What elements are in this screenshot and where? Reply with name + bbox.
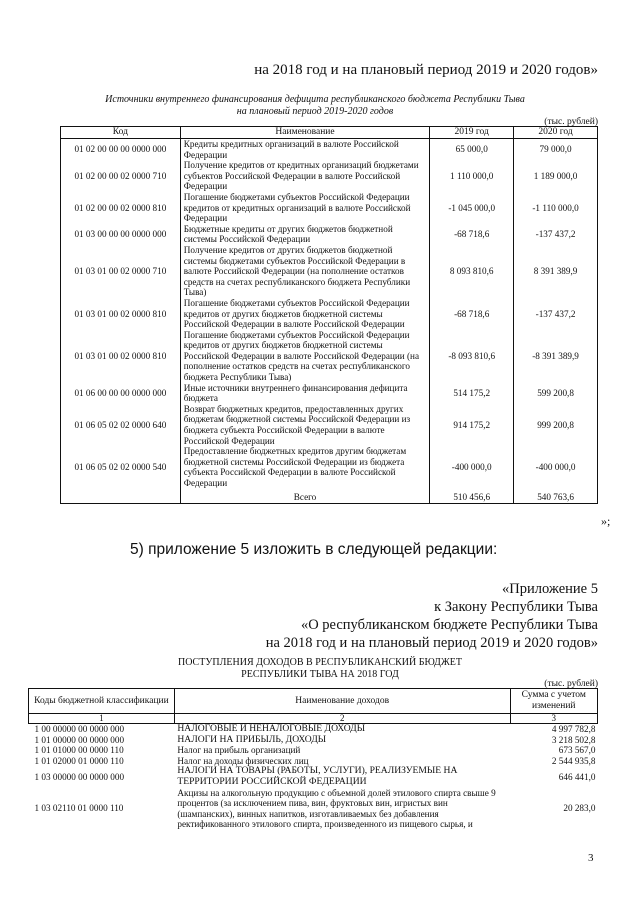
table-row xyxy=(61,192,598,224)
table-row xyxy=(61,139,598,161)
row-name: Налог на доходы физических лиц xyxy=(177,755,309,766)
row-value-2019: 914 175,2 xyxy=(430,404,514,446)
table2-header-name: Наименование доходов xyxy=(174,689,510,714)
table-row xyxy=(29,766,598,787)
table1-header-name: Наименование xyxy=(180,127,430,139)
table-row xyxy=(61,330,598,383)
row-value: 20 283,0 xyxy=(563,803,596,814)
colnum-2: 2 xyxy=(174,714,510,724)
table2-header-row xyxy=(29,689,598,714)
row-value-2020: 79 000,0 xyxy=(514,139,598,161)
row-name: Погашение бюджетами субъектов Российской Федерации кредитов от других бюджетов бюджетной системы Российской Федерации в валюте Российской Федерации (на пополнение остатков средств на счетах республиканского бюджета Республики Тыва) xyxy=(180,330,430,383)
row-code: 1 03 00000 00 0000 000 xyxy=(34,771,125,782)
table1-title-line2: на плановый период 2019-2020 годов xyxy=(236,106,394,117)
row-name: Получение кредитов от других бюджетов бюджетной системы бюджетами субъектов Российской Федерации в валюте Российской Федерации (на пополнение остатков средств на счетах республиканского бюджета Республики Тыва) xyxy=(180,245,430,298)
row-name: Предоставление бюджетных кредитов другим бюджетам бюджетной системы Российской Федерации из бюджета субъекта Российской Федерации в валюте Российской Федерации xyxy=(180,446,430,488)
row-name: Погашение бюджетами субъектов Российской Федерации кредитов от других бюджетов бюджетной системы Российской Федерации в валюте Российской Федерации xyxy=(180,298,430,330)
appendix-line-4: на 2018 год и на плановый период 2019 и 2020 годов» xyxy=(265,635,598,651)
row-value-2019: -400 000,0 xyxy=(430,446,514,488)
row-value-2019: 514 175,2 xyxy=(430,383,514,404)
total-value-2019: 510 456,6 xyxy=(430,489,514,504)
page-number: 3 xyxy=(588,852,594,864)
row-value-2019: -68 718,6 xyxy=(430,298,514,330)
row-name: НАЛОГИ НА ПРИБЫЛЬ, ДОХОДЫ xyxy=(177,733,327,745)
row-value-2019: -1 045 000,0 xyxy=(430,192,514,224)
appendix-line-3: «О республиканском бюджете Республики Тыва xyxy=(300,617,598,633)
appendix-line-2: к Закону Республики Тыва xyxy=(434,599,598,615)
table1-title-line1: Источники внутреннего финансирования дефицита республиканского бюджета Республики Тыва xyxy=(105,94,525,105)
row-value: 4 997 782,8 xyxy=(551,724,596,734)
row-name: НАЛОГОВЫЕ И НЕНАЛОГОВЫЕ ДОХОДЫ xyxy=(177,723,366,734)
row-code: 1 01 00000 00 0000 000 xyxy=(34,734,125,745)
table1-units: (тыс. рублей) xyxy=(544,117,598,127)
table-row xyxy=(29,724,598,735)
colnum-3: 3 xyxy=(510,714,597,724)
row-code: 01 02 00 00 00 0000 000 xyxy=(61,139,181,161)
row-value-2020: 999 200,8 xyxy=(514,404,598,446)
financing-sources-table xyxy=(60,126,598,504)
row-code: 01 06 05 02 02 0000 640 xyxy=(61,404,181,446)
row-value-2020: 8 391 389,9 xyxy=(514,245,598,298)
table1-total-row xyxy=(61,489,598,504)
row-name: Погашение бюджетами субъектов Российской Федерации кредитов от кредитных организаций в валюте Российской Федерации xyxy=(180,192,430,224)
table-row xyxy=(29,735,598,746)
table-row xyxy=(61,298,598,330)
row-value-2019: 8 093 810,6 xyxy=(430,245,514,298)
table1-header-2019: 2019 год xyxy=(430,127,514,139)
row-value-2020: -8 391 389,9 xyxy=(514,330,598,383)
row-value-2020: 599 200,8 xyxy=(514,383,598,404)
row-name: НАЛОГИ НА ТОВАРЫ (РАБОТЫ, УСЛУГИ), РЕАЛИЗУЕМЫЕ НА ТЕРРИТОРИИ РОССИЙСКОЙ ФЕДЕРАЦИИ xyxy=(177,765,458,787)
table2-title-line2: РЕСПУБЛИКИ ТЫВА НА 2018 ГОД xyxy=(241,669,399,680)
row-value-2020: -137 437,2 xyxy=(514,224,598,245)
table1-header-code: Код xyxy=(61,127,181,139)
table2-header-code: Коды бюджетной классификации xyxy=(29,689,175,714)
row-value-2019: 65 000,0 xyxy=(430,139,514,161)
table2-header-sum: Сумма с учетом изменений xyxy=(510,689,597,714)
row-name: Иные источники внутреннего финансирования дефицита бюджета xyxy=(180,383,430,404)
row-code: 01 06 05 02 02 0000 540 xyxy=(61,446,181,488)
table2-units: (тыс. рублей) xyxy=(544,679,598,689)
row-code: 01 02 00 00 02 0000 810 xyxy=(61,192,181,224)
row-code: 01 03 01 00 02 0000 810 xyxy=(61,330,181,383)
row-value-2020: 1 189 000,0 xyxy=(514,160,598,192)
row-code: 01 03 01 00 02 0000 710 xyxy=(61,245,181,298)
row-code: 1 01 02000 01 0000 110 xyxy=(34,755,124,766)
table2-colnum-row xyxy=(29,714,598,724)
table-row xyxy=(29,745,598,756)
row-value-2020: -137 437,2 xyxy=(514,298,598,330)
table1-header-row xyxy=(61,127,598,139)
total-label: Всего xyxy=(180,489,430,504)
table-row xyxy=(61,160,598,192)
colnum-1: 1 xyxy=(29,714,175,724)
table-row xyxy=(29,788,598,830)
table-row xyxy=(61,383,598,404)
row-value: 646 441,0 xyxy=(558,771,596,782)
row-code: 1 01 01000 00 0000 110 xyxy=(34,745,124,756)
table-row xyxy=(61,404,598,446)
table1-closing-quote: »; xyxy=(601,514,611,528)
total-empty-cell xyxy=(61,489,181,504)
top-header-line: на 2018 год и на плановый период 2019 и 2020 годов» xyxy=(254,62,598,78)
row-value: 2 544 935,8 xyxy=(551,755,596,766)
section-5-heading: 5) приложение 5 изложить в следующей редакции: xyxy=(130,541,498,558)
row-code: 01 03 00 00 00 0000 000 xyxy=(61,224,181,245)
row-value: 673 567,0 xyxy=(558,745,596,756)
appendix-line-1: «Приложение 5 xyxy=(502,581,598,597)
row-code: 1 03 02110 01 0000 110 xyxy=(34,803,124,814)
table1-title xyxy=(60,94,570,118)
row-code: 01 06 00 00 00 0000 000 xyxy=(61,383,181,404)
table-row xyxy=(61,245,598,298)
total-value-2020: 540 763,6 xyxy=(514,489,598,504)
row-value-2020: -400 000,0 xyxy=(514,446,598,488)
row-name: Кредиты кредитных организаций в валюте Российской Федерации xyxy=(180,139,430,161)
table1-header-2020: 2020 год xyxy=(514,127,598,139)
row-code: 01 02 00 00 02 0000 710 xyxy=(61,160,181,192)
row-value-2019: -8 093 810,6 xyxy=(430,330,514,383)
row-value: 3 218 502,8 xyxy=(551,734,596,745)
row-name: Акцизы на алкогольную продукцию с объемной долей этилового спирта свыше 9 процентов (за исключением пива, вин, фруктовых вин, игристых вин (шампанских), винных напитков, изготавливаемых без добавления ректификованного этилового спирта, произведенного из пищевого сырья, и xyxy=(177,787,496,830)
row-name: Бюджетные кредиты от других бюджетов бюджетной системы Российской Федерации xyxy=(180,224,430,245)
row-name: Получение кредитов от кредитных организаций бюджетами субъектов Российской Федерации в валюте Российской Федерации xyxy=(180,160,430,192)
table2-title-line1: ПОСТУПЛЕНИЯ ДОХОДОВ В РЕСПУБЛИКАНСКИЙ БЮДЖЕТ xyxy=(177,657,463,668)
row-value-2019: -68 718,6 xyxy=(430,224,514,245)
table2-title xyxy=(130,657,510,681)
revenue-table xyxy=(28,688,598,830)
row-value-2019: 1 110 000,0 xyxy=(430,160,514,192)
table-row xyxy=(61,224,598,245)
row-code: 01 03 01 00 02 0000 810 xyxy=(61,298,181,330)
row-value-2020: -1 110 000,0 xyxy=(514,192,598,224)
table-row xyxy=(61,446,598,488)
row-code: 1 00 00000 00 0000 000 xyxy=(34,724,125,734)
row-name: Возврат бюджетных кредитов, предоставленных других бюджетам бюджетной системы Российской Федерации из бюджета субъекта Российской Федерации в валюте Российской Федерации xyxy=(180,404,430,446)
row-name: Налог на прибыль организаций xyxy=(177,745,301,756)
